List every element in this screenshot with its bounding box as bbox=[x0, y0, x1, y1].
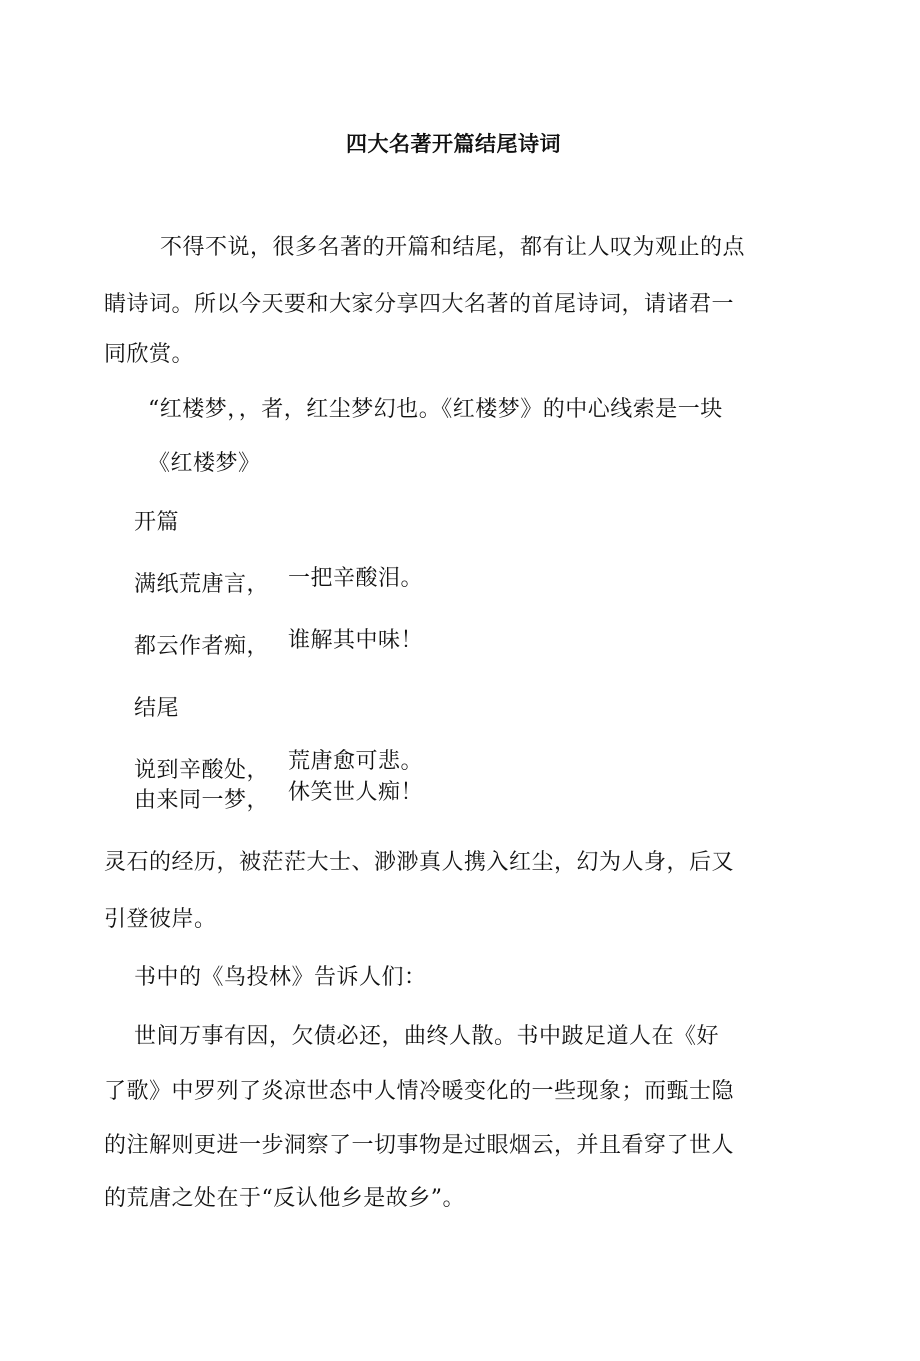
poem-line-left: 满纸荒唐言， bbox=[134, 572, 270, 597]
quote-line: “红楼梦，，者，红尘梦幻也。《红楼梦》的中心线索是一块 bbox=[148, 397, 723, 422]
final-para-line: 世间万事有因，欠债必还，曲终人散。书中跛足道人在《好 bbox=[134, 1024, 720, 1049]
document-title: 四大名著开篇结尾诗词 bbox=[346, 131, 561, 156]
poem-line-left: 都云作者痴， bbox=[134, 634, 270, 659]
intro-line: 睛诗词。所以今天要和大家分享四大名著的首尾诗词，请诸君一 bbox=[104, 292, 735, 317]
poem-line-right: 谁解其中味！ bbox=[288, 628, 424, 653]
poem-line-left: 说到辛酸处， bbox=[134, 758, 270, 783]
book-title: 《红楼梦》 bbox=[148, 451, 261, 476]
poem-line-right: 荒唐愈可悲。 bbox=[288, 749, 424, 774]
final-para-line: 的荒唐之处在于“反认他乡是故乡”。 bbox=[104, 1186, 465, 1211]
poem-line-left: 由来同一梦， bbox=[134, 788, 270, 813]
ending-label: 结尾 bbox=[134, 696, 180, 721]
poem-line-right: 休笑世人痴！ bbox=[288, 780, 424, 805]
intro-line: 不得不说，很多名著的开篇和结尾，都有让人叹为观止的点 bbox=[160, 235, 746, 260]
opening-label: 开篇 bbox=[134, 510, 180, 535]
final-para-line: 了歌》中罗列了炎凉世态中人情冷暖变化的一些现象；而甄士隐 bbox=[104, 1079, 735, 1104]
intro-line: 同欣赏。 bbox=[104, 342, 195, 367]
birds-intro: 书中的《鸟投林》告诉人们： bbox=[134, 965, 427, 990]
continuation-line: 引登彼岸。 bbox=[104, 907, 217, 932]
poem-line-right: 一把辛酸泪。 bbox=[288, 566, 424, 591]
final-para-line: 的注解则更进一步洞察了一切事物是过眼烟云，并且看穿了世人 bbox=[104, 1133, 735, 1158]
continuation-line: 灵石的经历，被茫茫大士、渺渺真人携入红尘，幻为人身，后又 bbox=[104, 850, 735, 875]
